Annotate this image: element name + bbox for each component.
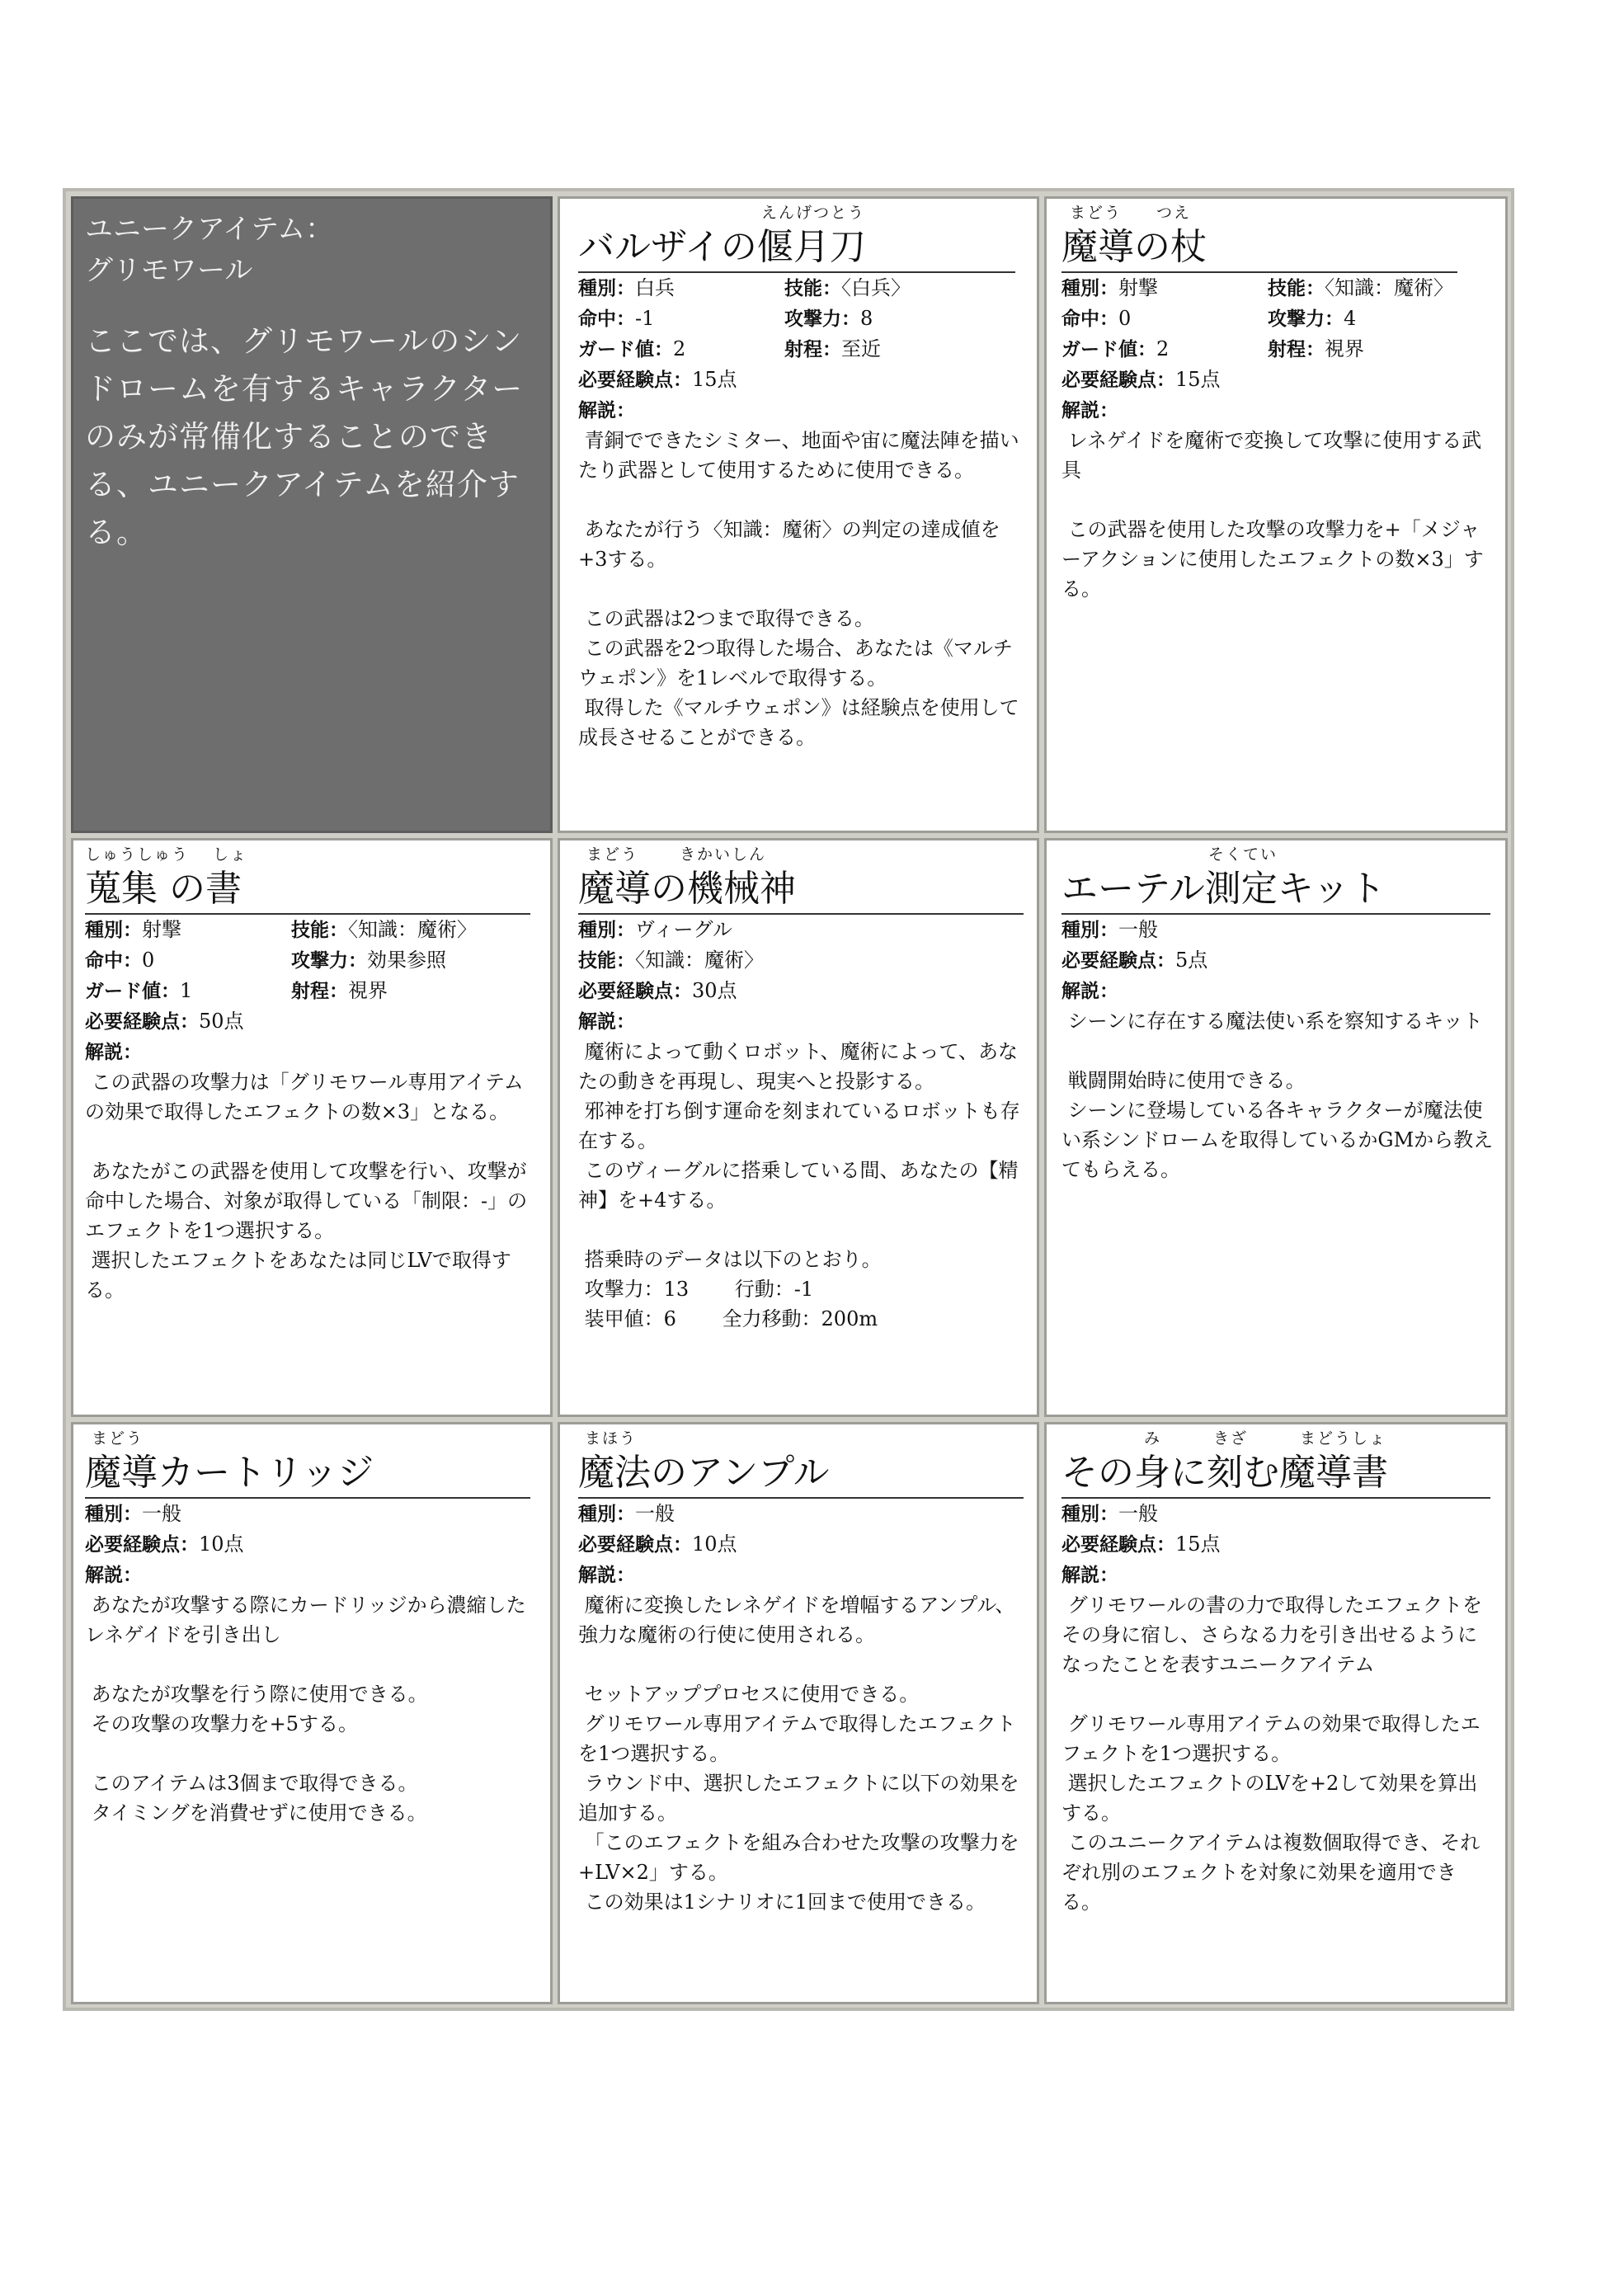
exp-row [578,1529,1025,1560]
hit-attack-row [1061,304,1494,334]
exp-value: 15点 [1175,1533,1221,1556]
intro-heading-line1: ユニークアイテム： [85,213,334,246]
type-row [85,1499,539,1529]
guard-value: 2 [673,337,686,360]
exp-value: 15点 [1175,368,1221,391]
item-card [558,838,1039,1417]
item-title [578,845,1024,915]
item-title-text: 魔導の杖 [1061,226,1207,268]
type-label: 種別： [578,920,635,941]
item-title-ruby: まほう [585,1429,638,1448]
hit-attack-row [85,945,539,976]
exp-label: 必要経験点： [578,981,692,1002]
attack-label: 攻撃力： [1268,308,1344,330]
guard-value: 2 [1156,337,1170,360]
skill-row [578,945,1025,976]
intro-panel [71,196,553,833]
hit-value: -1 [635,307,655,330]
type-label: 種別： [1061,1504,1118,1525]
item-title-text: エーテル測定キット [1061,868,1386,910]
item-card [558,196,1039,833]
exp-value: 10点 [199,1533,244,1556]
type-row [1061,915,1494,945]
guard-label: ガード値： [85,981,180,1002]
attack-value: 4 [1344,307,1357,330]
desc-label-row [578,395,1025,426]
attack-value: 8 [860,307,873,330]
item-title [1061,204,1457,273]
item-description: この武器の攻撃力は「グリモワール専用アイテムの効果で取得したエフェクトの数×3」となる。 あなたがこの武器を使用して攻撃を行い、攻撃が命中した場合、対象が取得している「制限：-」のエフェクトを1つ選択する。 選択したエフェクトをあなたは同じLVで取得する。 [85,1071,528,1302]
item-card [71,1422,553,2004]
type-label: 種別： [85,1504,142,1525]
desc-label-row [578,1006,1025,1037]
intro-text: ここでは、グリモワールのシンドロームを有するキャラクターのみが常備化することのできる、ユニークアイテムを紹介する。 [85,323,524,550]
desc-label-row [1061,395,1494,426]
exp-row [1061,945,1494,976]
guard-value: 1 [180,979,193,1002]
type-row [578,915,1025,945]
hit-label: 命中： [85,950,142,972]
item-card [1044,1422,1508,2004]
range-value: 視界 [348,979,388,1002]
desc-label: 解説： [1061,981,1118,1002]
type-row [578,1499,1025,1529]
type-value: 一般 [142,1502,181,1525]
exp-row [578,976,1025,1006]
type-value: 一般 [635,1502,675,1525]
item-title-ruby: えんげつとう [761,204,866,222]
exp-label: 必要経験点： [578,1534,692,1556]
skill-value: 〈白兵〉 [841,276,911,299]
type-skill-row [578,273,1025,304]
skill-label: 技能： [578,950,635,972]
hit-value: 0 [1118,307,1132,330]
type-skill-row [1061,273,1494,304]
item-description: 魔術によって動くロボット、魔術によって、あなたの動きを再現し、現実へと投影する。 邪神を打ち倒す運命を刻まれているロボットも存在する。 このヴィーグルに搭乗している間、あなたの【精神】を+4する。 搭乗時のデータは以下のとおり。 攻撃力：13 行動：-1 装甲値：6 全力移動：200m [578,1040,1020,1330]
range-label: 射程： [1268,339,1325,360]
intro-heading-line2: グリモワール [85,254,253,287]
item-title-ruby: そくてい [1208,845,1278,864]
item-title [85,845,530,915]
item-title [1061,845,1490,915]
range-value: 至近 [841,337,881,360]
item-description: シーンに存在する魔法使い系を察知するキット 戦闘開始時に使用できる。 シーンに登場している各キャラクターが魔法使い系シンドロームを取得しているかGMから教えてもらえる。 [1061,1010,1494,1181]
item-title [1061,1429,1490,1499]
item-card [1044,838,1508,1417]
exp-label: 必要経験点： [1061,950,1175,972]
exp-label: 必要経験点： [85,1011,199,1033]
guard-label: ガード値： [1061,339,1156,360]
hit-attack-row [578,304,1025,334]
range-value: 視界 [1325,337,1364,360]
skill-label: 技能： [291,920,348,941]
type-value: 白兵 [635,276,675,299]
item-description: 青銅でできたシミター、地面や宙に魔法陣を描いたり武器として使用するために使用できる。 あなたが行う〈知識：魔術〉の判定の達成値を+3する。 この武器は2つまで取得できる。 この武器を2つ取得した場合、あなたは《マルチウェポン》を1レベルで取得する。 取得した《マルチウェポン》は経験点を使用して成長させることができる。 [578,429,1019,749]
exp-label: 必要経験点： [1061,370,1175,391]
desc-label-row [85,1037,539,1067]
exp-row [1061,365,1494,395]
type-label: 種別： [578,1504,635,1525]
type-skill-row [85,915,539,945]
hit-label: 命中： [1061,308,1118,330]
item-description: レネゲイドを魔術で変換して攻撃に使用する武具 この武器を使用した攻撃の攻撃力を+「メジャーアクションに使用したエフェクトの数×3」する。 [1061,429,1484,600]
item-title-text: 魔導の機械神 [578,868,796,910]
guard-range-row [578,334,1025,365]
exp-row [578,365,1025,395]
exp-value: 5点 [1175,949,1208,972]
exp-value: 50点 [199,1010,244,1033]
skill-value: 〈知識：魔術〉 [635,949,764,972]
guard-range-row [1061,334,1494,365]
skill-value: 〈知識：魔術〉 [348,918,477,941]
item-description: あなたが攻撃する際にカードリッジから濃縮したレネゲイドを引き出し あなたが攻撃を行う際に使用できる。 その攻撃の攻撃力を+5する。 このアイテムは3個まで取得できる。 タイミングを消費せずに使用できる。 [85,1594,526,1825]
type-value: 一般 [1118,918,1158,941]
type-label: 種別： [1061,920,1118,941]
skill-label: 技能： [784,278,841,299]
attack-label: 攻撃力： [784,308,860,330]
desc-label: 解説： [578,1565,635,1586]
desc-label-row [1061,1560,1494,1590]
desc-label: 解説： [578,400,635,421]
desc-label-row [85,1560,539,1590]
range-label: 射程： [784,339,841,360]
desc-label: 解説： [1061,1565,1118,1586]
item-title-ruby: まどう つえ [1070,204,1192,222]
item-title [85,1429,530,1499]
desc-label: 解説： [578,1011,635,1033]
hit-value: 0 [142,949,155,972]
type-label: 種別： [578,278,635,299]
exp-label: 必要経験点： [85,1534,199,1556]
item-title [578,204,1015,273]
type-value: 射撃 [1118,276,1158,299]
guard-range-row [85,976,539,1006]
item-title-text: 魔法のアンプル [578,1452,830,1494]
hit-label: 命中： [578,308,635,330]
exp-value: 10点 [692,1533,737,1556]
item-description: 魔術に変換したレネゲイドを増幅するアンプル、強力な魔術の行使に使用される。 セットアッププロセスに使用できる。 グリモワール専用アイテムで取得したエフェクトを1つ選択する。 ラウンド中、選択したエフェクトに以下の効果を追加する。 「このエフェクトを組み合わせた攻撃の攻撃力を+LV×2」する。 この効果は1シナリオに1回まで使用できる。 [578,1594,1019,1914]
item-title-text: バルザイの偃月刀 [578,226,866,268]
item-title-ruby: まどう [92,1429,144,1448]
desc-label: 解説： [1061,400,1118,421]
type-row [1061,1499,1494,1529]
item-title-ruby: み きざ まどうしょ [1144,1429,1387,1448]
guard-label: ガード値： [578,339,673,360]
skill-label: 技能： [1268,278,1325,299]
desc-label-row [578,1560,1025,1590]
exp-label: 必要経験点： [578,370,692,391]
type-label: 種別： [85,920,142,941]
exp-row [1061,1529,1494,1560]
item-card [1044,196,1508,833]
item-description: グリモワールの書の力で取得したエフェクトをその身に宿し、さらなる力を引き出せるようになったことを表すユニークアイテム グリモワール専用アイテムの効果で取得したエフェクトを1つ選択する。 選択したエフェクトのLVを+2して効果を算出する。 このユニークアイテムは複数個取得でき、それぞれ別のエフェクトを対象に効果を適用できる。 [1061,1594,1482,1914]
type-value: ヴィーグル [635,918,732,941]
attack-label: 攻撃力： [291,950,367,972]
type-value: 射撃 [142,918,181,941]
item-title-text: 蒐集 の書 [85,868,242,910]
item-title-text: 魔導カートリッジ [85,1452,374,1494]
attack-value: 効果参照 [367,949,446,972]
item-card [558,1422,1039,2004]
range-label: 射程： [291,981,348,1002]
desc-label: 解説： [85,1042,142,1063]
exp-row [85,1529,539,1560]
exp-value: 15点 [692,368,737,391]
item-card [71,838,553,1417]
item-title [578,1429,1024,1499]
desc-label-row [1061,976,1494,1006]
type-value: 一般 [1118,1502,1158,1525]
item-card-grid [63,188,1514,2011]
type-label: 種別： [1061,278,1118,299]
item-title-ruby: まどう きかいしん [586,845,767,864]
skill-value: 〈知識：魔術〉 [1325,276,1453,299]
exp-row [85,1006,539,1037]
exp-label: 必要経験点： [1061,1534,1175,1556]
item-title-text: その身に刻む魔導書 [1061,1452,1388,1494]
desc-label: 解説： [85,1565,142,1586]
item-title-ruby: しゅうしゅう しょ [85,845,248,864]
exp-value: 30点 [692,979,737,1002]
